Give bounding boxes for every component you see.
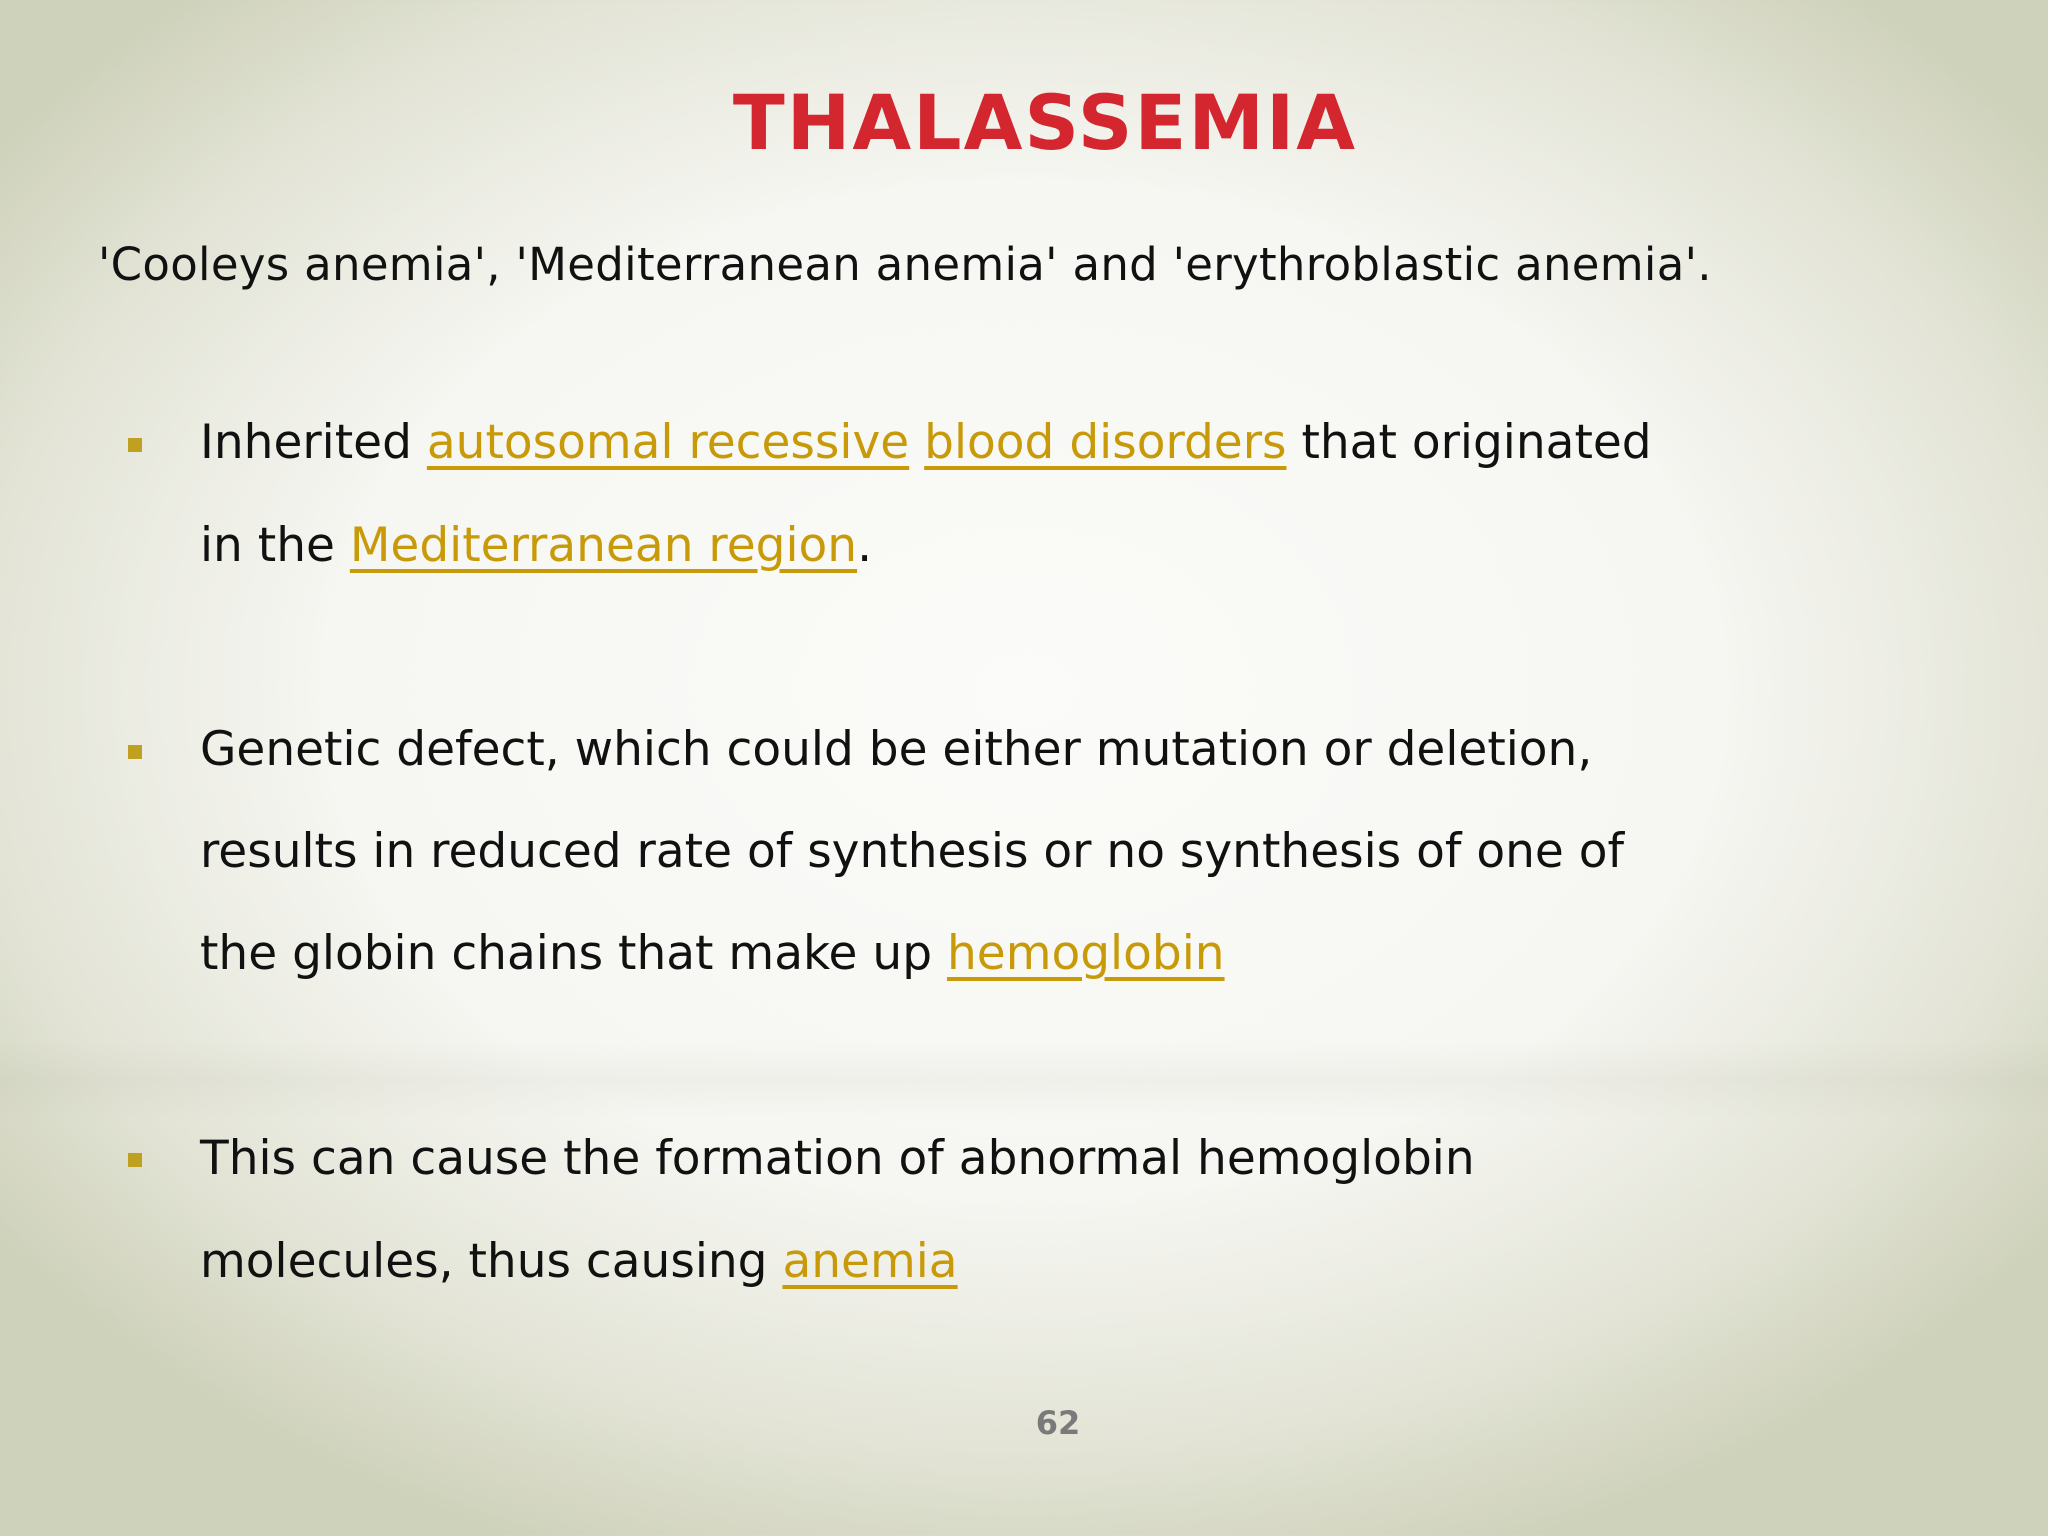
- bullet-2-line-2: results in reduced rate of synthesis or no synthesis of one of: [200, 824, 1625, 879]
- text: the globin chains that make up: [200, 926, 947, 981]
- slide-title: THALASSEMIA: [732, 78, 1358, 167]
- bullet-2-line-1: Genetic defect, which could be either mutation or deletion,: [200, 722, 1593, 777]
- text: Inherited: [200, 415, 427, 470]
- link-anemia[interactable]: anemia: [782, 1234, 958, 1289]
- background-band: [0, 1040, 2048, 1120]
- text: molecules, thus causing: [200, 1234, 783, 1289]
- text: [909, 415, 924, 470]
- bullet-3-line-2: [200, 1234, 958, 1289]
- link-hemoglobin[interactable]: hemoglobin: [946, 926, 1225, 981]
- link-autosomal-recessive[interactable]: autosomal recessive: [426, 415, 910, 470]
- bullet-icon: [128, 438, 142, 452]
- text: .: [857, 518, 873, 573]
- link-blood-disorders[interactable]: blood disorders: [924, 415, 1287, 470]
- bullet-2-line-3: [200, 926, 1225, 981]
- bullet-3-line-1: This can cause the formation of abnormal hemoglobin: [200, 1131, 1475, 1186]
- bullet-icon: [128, 1153, 142, 1167]
- text: that originated: [1286, 415, 1652, 470]
- page-number: 62: [1035, 1404, 1081, 1442]
- slide-subtitle: 'Cooleys anemia', 'Mediterranean anemia' and 'erythroblastic anemia'.: [98, 238, 1712, 291]
- bullet-1-line-2: [200, 518, 872, 573]
- text: in the: [200, 518, 350, 573]
- bullet-icon: [128, 745, 142, 759]
- bullet-1-line-1: [200, 415, 1652, 470]
- link-mediterranean-region[interactable]: Mediterranean region: [349, 518, 858, 573]
